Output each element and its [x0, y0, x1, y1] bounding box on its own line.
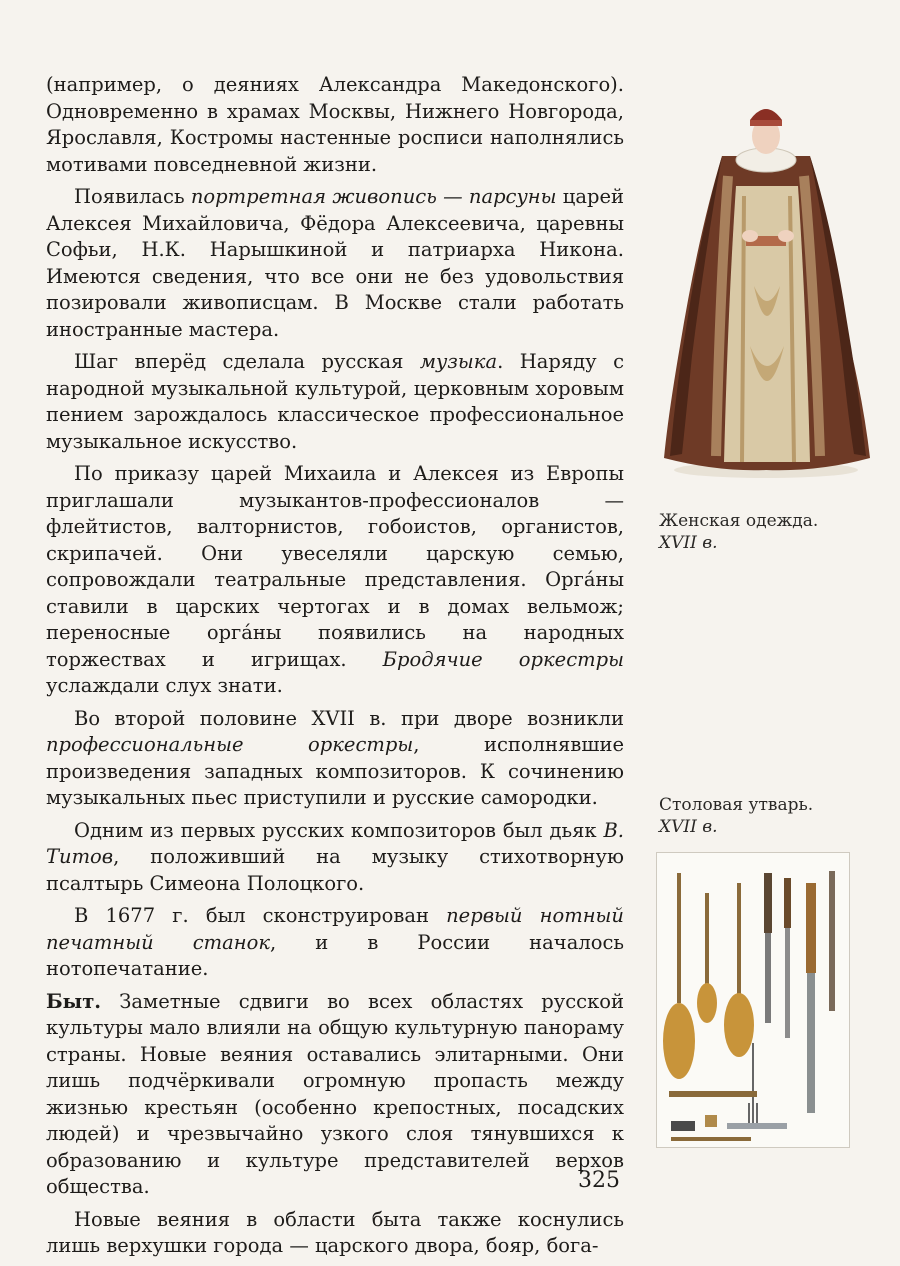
emphasis-text: первый нотный печатный станок — [46, 904, 624, 954]
page-number: 325 — [578, 1168, 620, 1193]
tableware-caption-era: XVII в. — [659, 817, 718, 837]
body-text: В 1677 г. был сконструирован — [74, 904, 447, 927]
body-text: Шаг вперёд сделала русская — [74, 350, 420, 373]
para-new-trends — [46, 1207, 624, 1260]
tableware-caption-title: Столовая утварь. — [659, 795, 814, 815]
body-text: Новые веяния в области быта также коснулись лишь верхушки города — царского двора, бояр, бога- — [46, 1207, 624, 1257]
emphasis-text: профессиональные оркестры — [46, 733, 414, 756]
emphasis-text: В. Титов — [46, 818, 624, 868]
body-text: . Наряду с народной музыкальной культурой, церковным хоровым пением зарождалось классическое профессиональное музыкальное искусство. — [46, 350, 624, 453]
costume-caption-era: XVII в. — [659, 533, 718, 553]
womens-costume-illustration — [658, 86, 876, 478]
body-text: Во второй половине XVII в. при дворе возникли — [74, 706, 624, 730]
emphasis-text: музыка — [419, 350, 498, 373]
body-text: По приказу царей Михаила и Алексея из Европы приглашали музыкантов-профессионалов — флейтистов, валторнистов, гобоистов, органистов, скрипачей. Они увеселяли царскую семью, сопровождали театральные представления. Орга́ны ставили в царских чертогах и в домах вельмож; переносные орга́ны появились на народных торжествах и игрищах. — [46, 462, 624, 671]
body-text: Появилась — [74, 185, 191, 208]
body-text: царей Алексея Михайловича, Фёдора Алексеевича, царевны Софьи, Н.К. Нарышкиной и патриарха Никона. Имеются сведения, что все они не без удовольствия позировали живописцам. В Москве стали работать иностранные мастера. — [46, 185, 624, 341]
emphasis-text: Бродячие оркестры — [382, 647, 624, 671]
para-portrait-painting — [46, 184, 624, 343]
section-heading: Быт. — [46, 989, 102, 1013]
para-musicians — [46, 461, 624, 700]
body-text: , положивший на музыку стихотворную псалтырь Симеона Полоцкого. — [46, 845, 624, 895]
body-text: (например, о деяниях Александра Македонского). Одновременно в храмах Москвы, Нижнего Новгорода, Ярославля, Костромы настенные росписи наполнялись мотивами повседневной жизни. — [46, 73, 624, 176]
tableware-caption — [659, 794, 813, 838]
body-text: услаждали слух знати. — [46, 674, 283, 697]
para-composer — [46, 818, 624, 898]
para-orchestras — [46, 706, 624, 812]
body-text: Заметные сдвиги во всех областях русской культуры мало влияли на общую культурную панораму страны. Новые веяния оставались элитарными. Они лишь подчёркивали огромную пропасть между жизнью крестьян (особенно крепостных, посадских людей) и чрезвычайно узкого слоя тянувшихся к образованию и культуре представителей верхов общества. — [46, 989, 624, 1198]
emphasis-text: портретная живопись — парсуны — [190, 185, 557, 208]
tableware-illustration — [656, 852, 850, 1148]
body-text: , исполнявшие произведения западных композиторов. К сочинению музыкальных пьес приступили и русские самородки. — [46, 733, 624, 809]
para-music — [46, 349, 624, 455]
body-text: Одним из первых русских композиторов был дьяк — [74, 818, 604, 842]
para-daily-life — [46, 989, 624, 1201]
costume-caption-title: Женская одежда. — [659, 511, 819, 531]
costume-caption — [659, 510, 818, 554]
para-printing — [46, 903, 624, 983]
main-text-column — [46, 72, 624, 1266]
body-text: , и в России началось нотопечатание. — [46, 930, 624, 980]
para-intro-continuation — [46, 72, 624, 178]
